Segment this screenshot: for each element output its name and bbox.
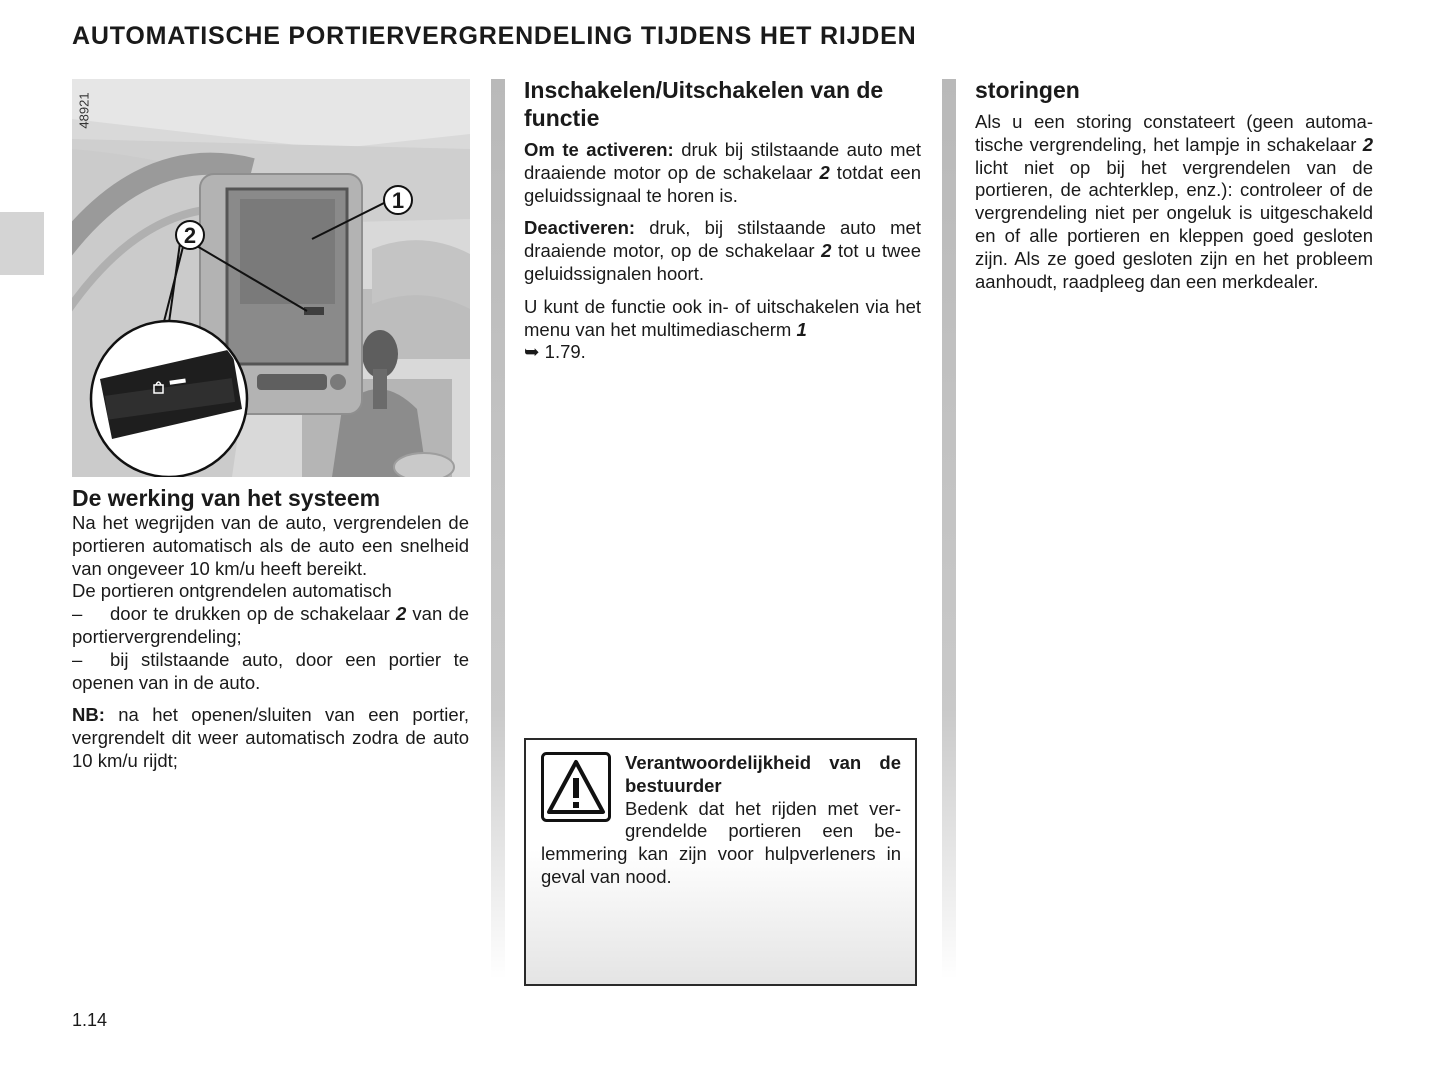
deactivate-paragraph: Deactiveren: druk, bij stilstaande auto met draaiende motor, op de schakelaar 2 tot u twee geluidssignalen hoort. — [524, 217, 921, 284]
menu-paragraph: U kunt de functie ook in- of uitschakelen via het menu van het multimediascherm 1 ➥ 1.79. — [524, 295, 921, 363]
operation-paragraph-2: De portieren ontgrendelen automatisch — [72, 580, 392, 602]
page-ref-link[interactable]: 1.79. — [539, 341, 586, 363]
callout-1: 1 — [383, 185, 413, 215]
warning-title: Verantwoordelijkheid van de bestuurder — [625, 752, 901, 796]
callout-2: 2 — [175, 220, 205, 250]
faults-paragraph: Als u een storing constateert (geen automatische vergrendeling, het lampje in schakelaar 2 licht niet op bij het vergrendelen van de portieren, de achterklep, enz.): controleer of de vergrendeling niet per ongeluk is uitgeschakeld en of alle portieren en kleppen goed gesloten zijn. Als ze goed gesloten zijn en het probleem aanhoudt, raadpleeg dan een merkdealer. — [975, 111, 1373, 292]
warning-text: Bedenk dat het rijden met vergrendelde portieren een belemmering kan zijn voor hulpverleners in geval van nood. — [541, 797, 901, 887]
dashboard-drawing — [72, 79, 470, 477]
section-heading-toggle: Inschakelen/Uitschakelen van de functie — [524, 77, 884, 131]
column-divider-2 — [942, 79, 956, 979]
page-ref-arrow-icon: ➥ — [524, 341, 540, 363]
section-heading-operation: De werking van het systeem — [72, 485, 381, 511]
bullet-item-2: – bij stilstaande auto, door een portier te openen van in de auto. — [72, 648, 469, 693]
left-column — [72, 484, 469, 783]
section-tab — [0, 212, 44, 275]
nb-note: NB: na het openen/sluiten van een portier, vergrendelt dit weer automatisch zodra de auto 10 km/u rijdt; — [72, 704, 469, 771]
figure-code: 48921 — [76, 92, 92, 129]
warning-box — [524, 738, 917, 986]
right-column — [975, 76, 1373, 303]
operation-paragraph-1: Na het wegrijden van de auto, vergrendelen de portieren automatisch als de auto een snelheid van ongeveer 10 km/u heeft bereikt. — [72, 512, 469, 579]
page-title: AUTOMATISCHE PORTIERVERGRENDELING TIJDENS HET RIJDEN — [72, 22, 917, 50]
section-heading-faults: storingen — [975, 77, 1080, 103]
middle-column — [524, 76, 921, 374]
bullet-item-1: – door te drukken op de schakelaar 2 van de portiervergrendeling; — [72, 603, 470, 647]
warning-triangle-icon — [541, 752, 611, 822]
dashboard-illustration — [72, 79, 470, 477]
page-number: 1.14 — [72, 1010, 108, 1030]
activate-paragraph: Om te activeren: druk bij stilstaande auto met draaiende motor op de schakelaar 2 totdat een geluidssignaal te horen is. — [524, 139, 921, 206]
column-divider-1 — [491, 79, 505, 979]
